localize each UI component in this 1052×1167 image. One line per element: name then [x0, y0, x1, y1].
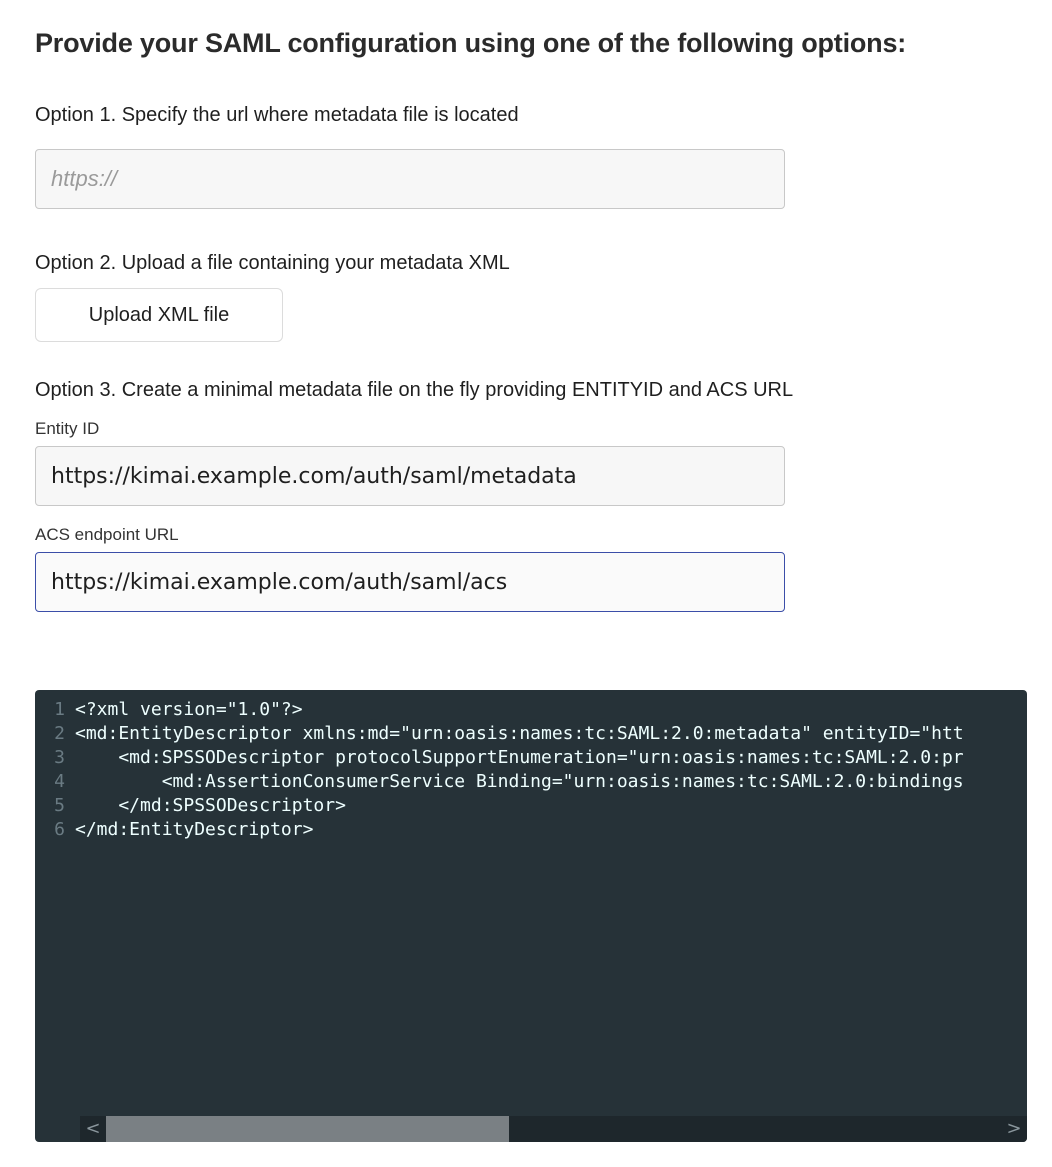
line-number: 3 — [54, 747, 65, 768]
code-lines — [35, 698, 1027, 842]
code-line — [35, 794, 1027, 818]
code-line — [35, 818, 1027, 842]
code-line — [35, 770, 1027, 794]
line-number: 1 — [54, 699, 65, 720]
upload-xml-button[interactable]: Upload XML file — [35, 288, 283, 342]
code-line — [35, 722, 1027, 746]
metadata-xml-editor[interactable] — [35, 690, 1027, 1142]
line-text: <md:SPSSODescriptor protocolSupportEnumeration="urn:oasis:names:tc:SAML:2.0:pr — [75, 747, 964, 768]
page-heading: Provide your SAML configuration using one of the following options: — [35, 28, 907, 58]
scroll-right-arrow-icon[interactable]: > — [1006, 1118, 1022, 1139]
scrollbar-thumb[interactable] — [106, 1116, 509, 1142]
metadata-url-input[interactable] — [35, 149, 785, 209]
line-text: <md:EntityDescriptor xmlns:md="urn:oasis:names:tc:SAML:2.0:metadata" entityID="htt — [75, 723, 964, 744]
line-number: 2 — [54, 723, 65, 744]
acs-endpoint-label: ACS endpoint URL — [35, 525, 179, 544]
option1-label: Option 1. Specify the url where metadata file is located — [35, 104, 519, 126]
scroll-left-arrow-icon[interactable]: < — [85, 1118, 101, 1139]
code-line — [35, 698, 1027, 722]
line-number: 6 — [54, 819, 65, 840]
entity-id-label: Entity ID — [35, 419, 100, 438]
option3-label: Option 3. Create a minimal metadata file on the fly providing ENTITYID and ACS URL — [35, 379, 794, 401]
line-text: <?xml version="1.0"?> — [75, 699, 303, 720]
entity-id-input[interactable] — [35, 446, 785, 506]
option2-label: Option 2. Upload a file containing your metadata XML — [35, 252, 510, 274]
line-number: 4 — [54, 771, 65, 792]
horizontal-scrollbar[interactable] — [80, 1116, 1027, 1142]
code-line — [35, 746, 1027, 770]
line-number: 5 — [54, 795, 65, 816]
line-text: </md:EntityDescriptor> — [75, 819, 314, 840]
line-text: <md:AssertionConsumerService Binding="urn:oasis:names:tc:SAML:2.0:bindings — [75, 771, 964, 792]
line-text: </md:SPSSODescriptor> — [75, 795, 346, 816]
acs-endpoint-input[interactable] — [35, 552, 785, 612]
